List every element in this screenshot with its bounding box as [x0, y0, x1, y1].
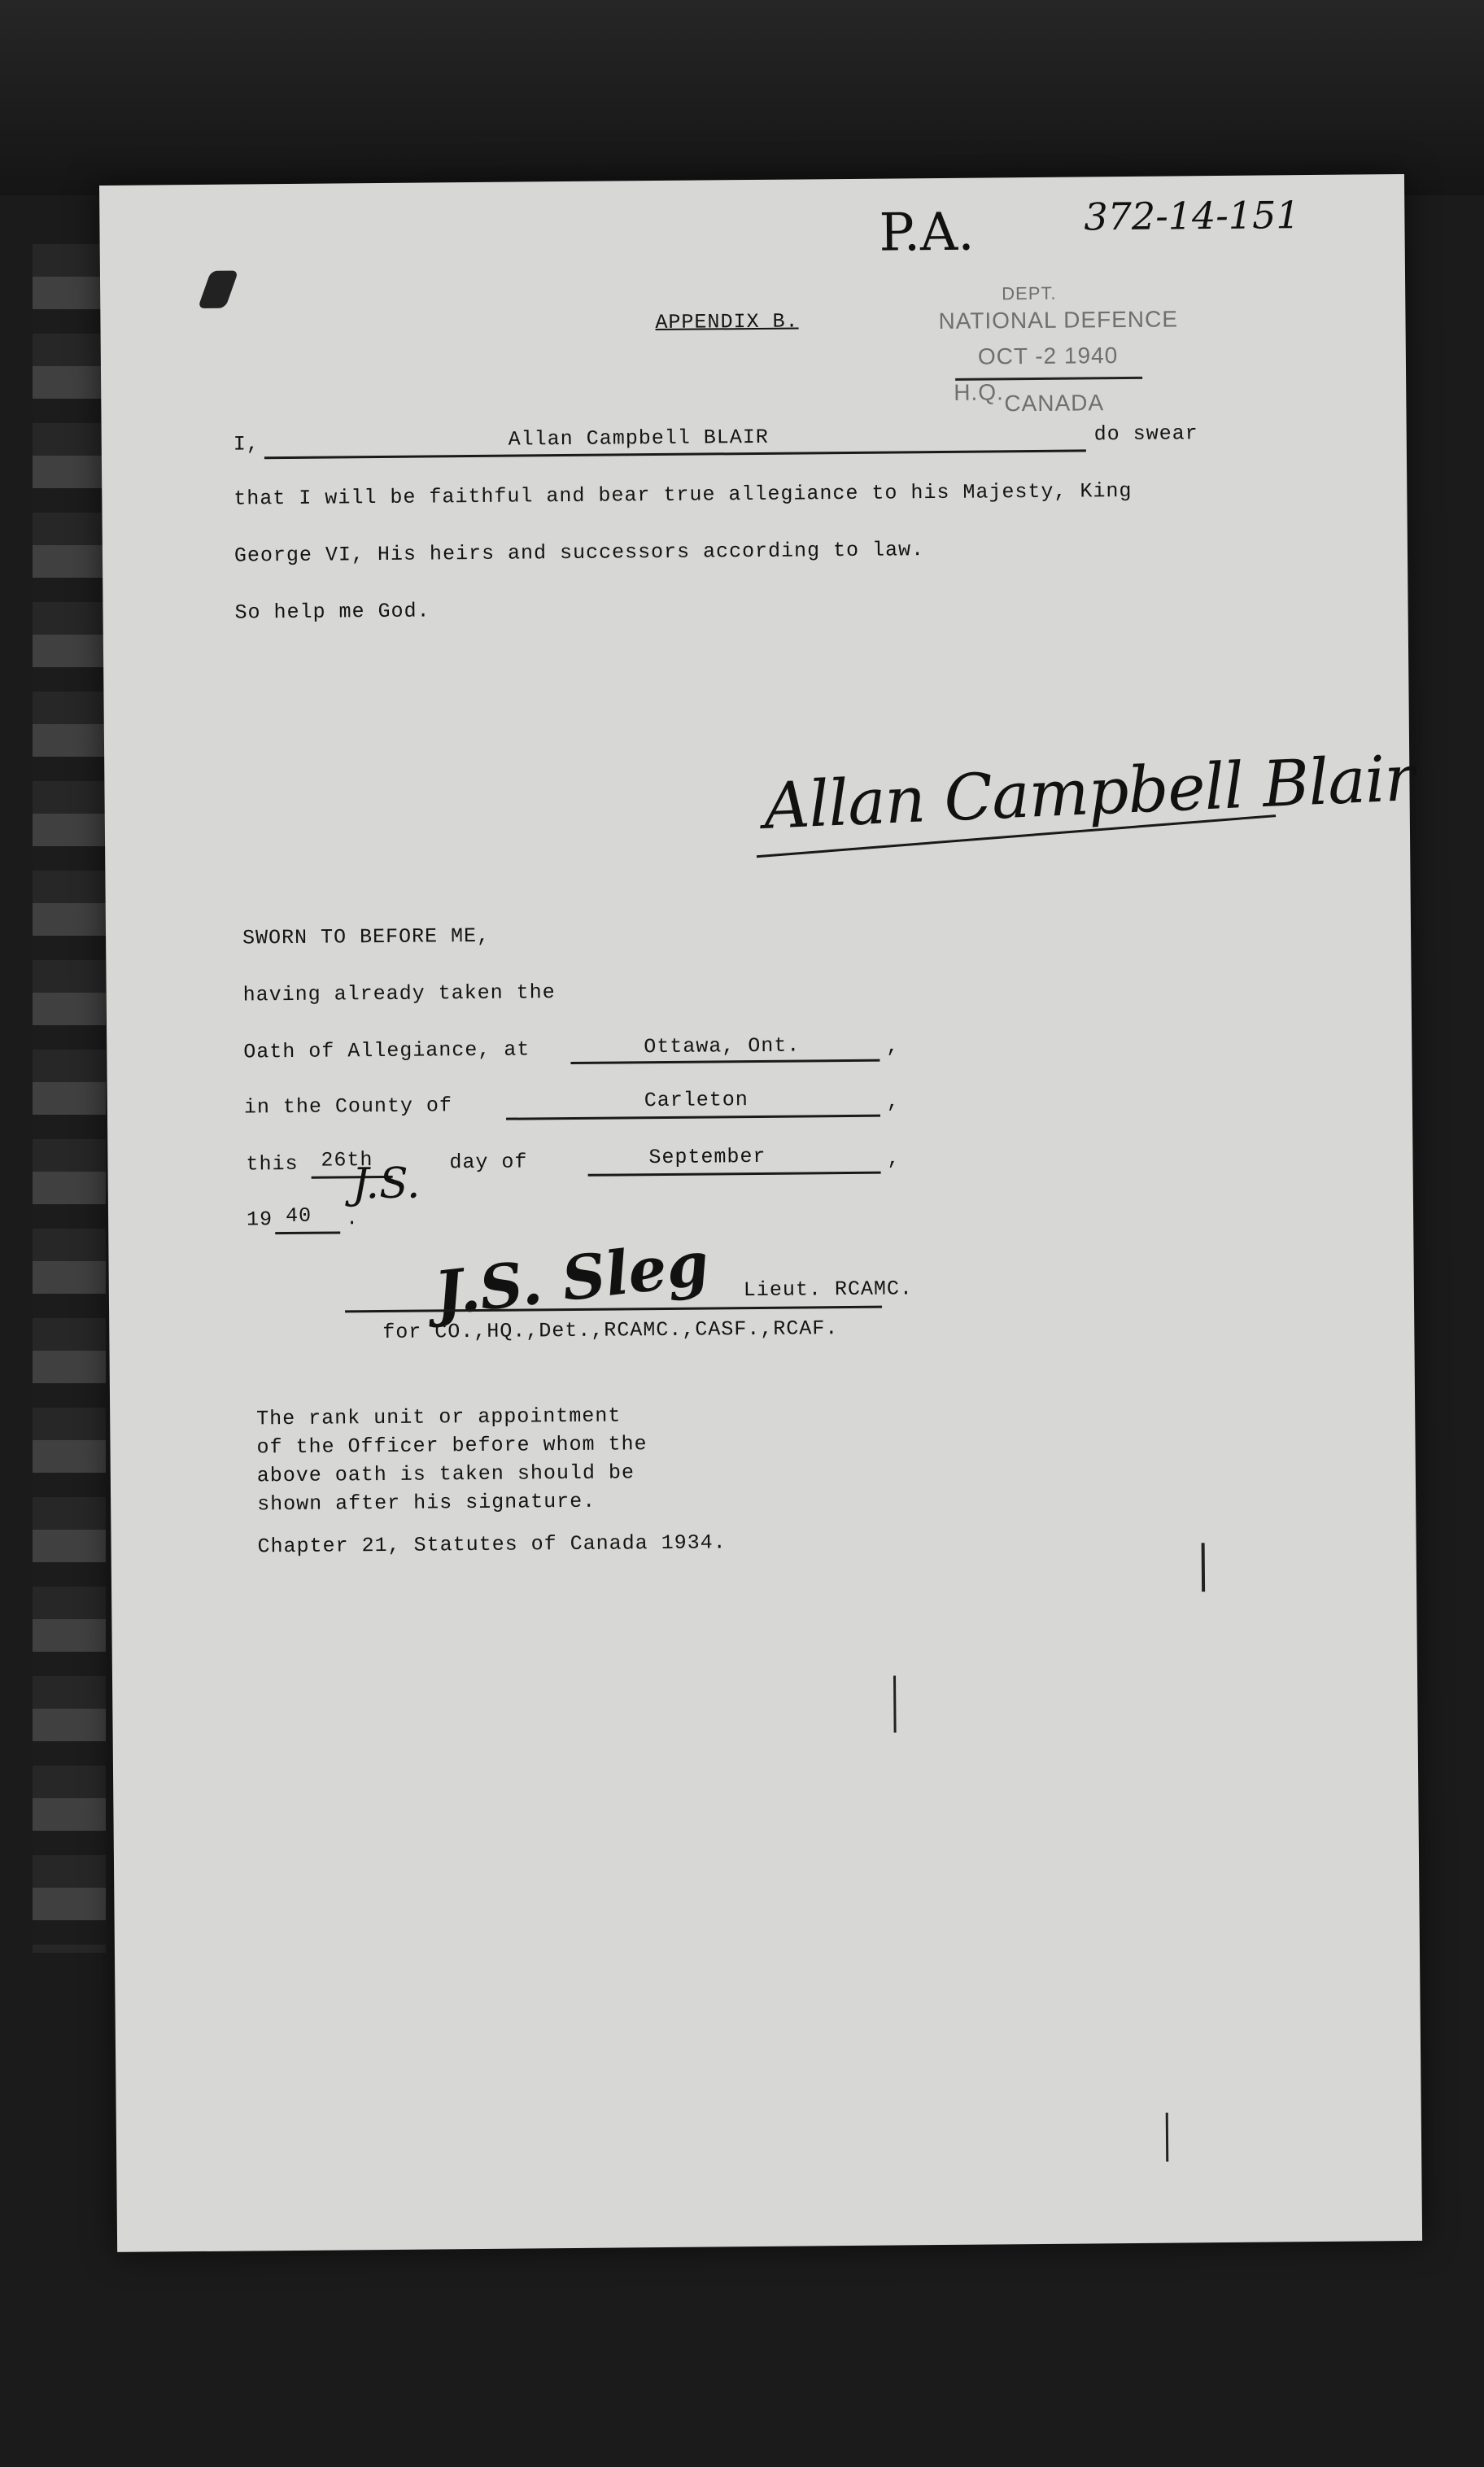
year-underline	[275, 1231, 340, 1234]
stamp-department: NATIONAL DEFENCE	[938, 306, 1179, 334]
sworn-month-comma: ,	[887, 1146, 901, 1171]
officer-rank: Lieut. RCAMC.	[743, 1277, 914, 1303]
statute-reference: Chapter 21, Statutes of Canada 1934.	[257, 1530, 727, 1559]
oath-suffix: do swear	[1093, 421, 1198, 447]
sworn-year-prefix: 19	[246, 1207, 273, 1232]
officer-unit: for CO.,HQ.,Det.,RCAMC.,CASF.,RCAF.	[382, 1316, 839, 1345]
oath-signature: Allan Campbell Blair	[762, 742, 1416, 844]
sworn-day-of-label: day of	[449, 1150, 528, 1175]
appendix-heading: APPENDIX B.	[655, 309, 799, 335]
oath-line-3: George VI, His heirs and successors according to law.	[234, 538, 925, 568]
note-line: above oath is taken should be	[256, 1461, 635, 1488]
oath-line-4: So help me God.	[234, 599, 430, 625]
sworn-county-comma: ,	[886, 1089, 901, 1114]
sworn-year-suffix: 40	[285, 1203, 312, 1229]
scan-mark	[893, 1676, 897, 1733]
scan-mark	[1202, 1543, 1206, 1592]
sworn-day: 26th	[321, 1148, 373, 1172]
sworn-line-1: SWORN TO BEFORE ME,	[242, 923, 491, 950]
sworn-line-2: having already taken the	[242, 980, 556, 1007]
stamp-country: CANADA	[1004, 390, 1105, 417]
sworn-county: Carleton	[644, 1088, 749, 1113]
stamp-dept: DEPT.	[1002, 282, 1057, 304]
stamp-hq: H.Q.	[954, 379, 1004, 405]
sworn-at-label: Oath of Allegiance, at	[243, 1037, 530, 1064]
month-underline	[588, 1172, 881, 1177]
stamp-date: OCT -2 1940	[977, 343, 1119, 369]
oath-line-2: that I will be faithful and bear true allegiance to his Majesty, King	[234, 478, 1133, 511]
sworn-year-period: .	[345, 1207, 360, 1231]
file-number: 372-14-151	[1084, 193, 1300, 239]
check-mark	[198, 271, 238, 308]
pa-annotation: P.A.	[879, 202, 975, 264]
sworn-initials: J.S.	[351, 1159, 421, 1209]
sworn-month: September	[648, 1144, 766, 1170]
place-underline	[570, 1059, 879, 1064]
stamp-rule	[955, 377, 1142, 381]
officer-signature: J.S. Sleg	[430, 1229, 713, 1330]
film-edge	[33, 244, 106, 1953]
sworn-county-label: in the County of	[243, 1094, 453, 1120]
note-line: The rank unit or appointment	[256, 1404, 622, 1431]
document-page	[99, 174, 1422, 2252]
instruction-note	[256, 1401, 648, 1518]
sworn-place-comma: ,	[886, 1034, 900, 1059]
scan-mark	[1166, 2113, 1169, 2162]
scan-top-background	[0, 0, 1484, 195]
note-line: shown after his signature.	[257, 1489, 596, 1517]
county-underline	[506, 1115, 880, 1120]
sworn-place: Ottawa, Ont.	[644, 1033, 801, 1059]
oath-name: Allan Campbell BLAIR	[508, 425, 769, 452]
note-line: of the Officer before whom the	[256, 1432, 648, 1460]
name-underline	[264, 449, 1086, 459]
oath-prefix: I,	[233, 432, 260, 456]
sworn-this-label: this	[246, 1151, 299, 1177]
